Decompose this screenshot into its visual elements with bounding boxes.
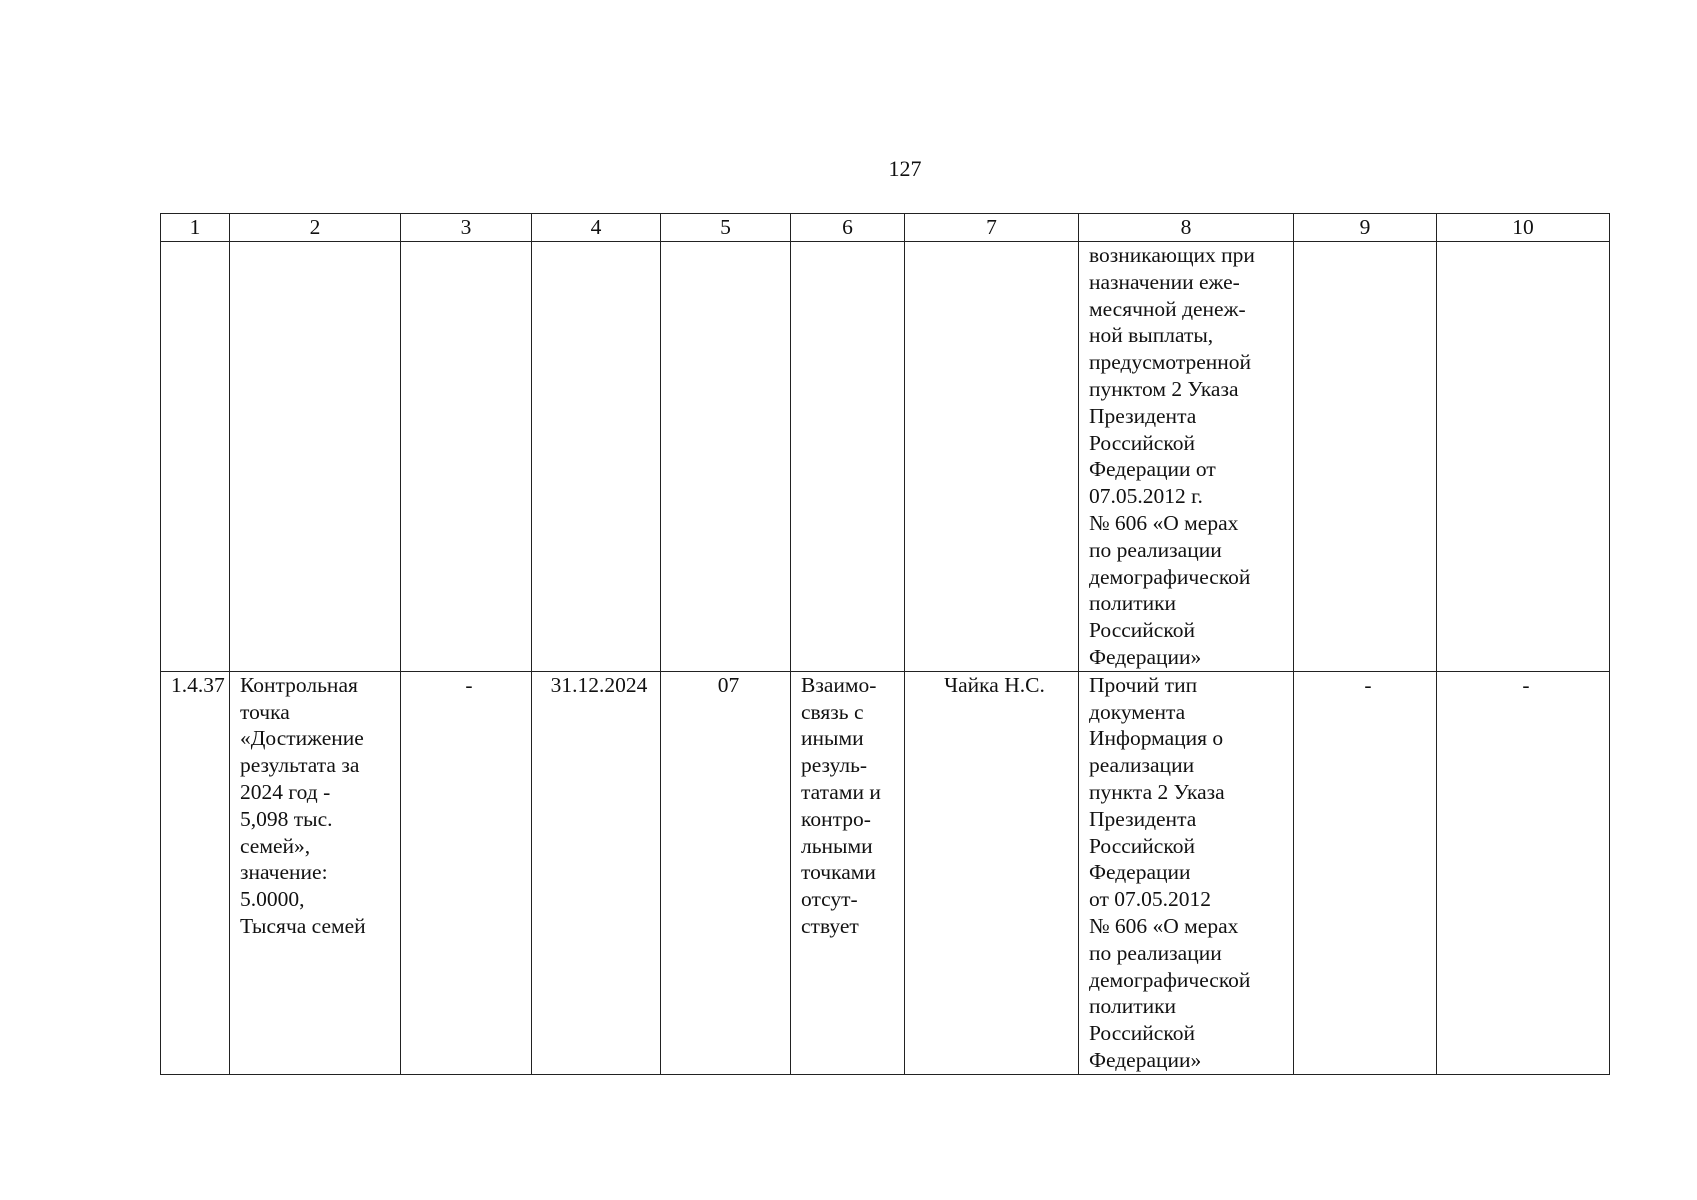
cell-start-date [401, 242, 532, 672]
column-header-10: 10 [1437, 214, 1610, 242]
cell-code: 07 [661, 671, 791, 1074]
cell-start-date: - [401, 671, 532, 1074]
cell-name: Контрольная точка «Достижение результата за 2024 год - 5,098 тыс. семей», значение: 5.0000, Тысяча семей [230, 671, 401, 1074]
header-row [161, 214, 1610, 242]
column-header-5: 5 [661, 214, 791, 242]
plan-table [160, 213, 1610, 1075]
table-row-1-4-37 [161, 671, 1610, 1074]
cell-document: Прочий тип документа Информация о реализации пункта 2 Указа Президента Российской Федерации от 07.05.2012 № 606 «О мерах по реализации демографической политики Российской Федерации» [1079, 671, 1294, 1074]
column-header-4: 4 [532, 214, 661, 242]
column-header-9: 9 [1294, 214, 1437, 242]
column-header-3: 3 [401, 214, 532, 242]
cell-relation: Взаимо- связь с иными резуль- татами и контро- льными точками отсут- ствует [791, 671, 905, 1074]
cell-responsible [905, 242, 1079, 672]
cell-end-date [532, 242, 661, 672]
cell-document: возникающих при назначении еже- месячной денеж- ной выплаты, предусмотренной пунктом 2 Указа Президента Российской Федерации от 07.05.2012 г. № 606 «О мерах по реализации демографической политики Российской Федерации» [1079, 242, 1294, 672]
cell-col9: - [1294, 671, 1437, 1074]
column-header-6: 6 [791, 214, 905, 242]
cell-number: 1.4.37 [161, 671, 230, 1074]
cell-col9 [1294, 242, 1437, 672]
cell-number [161, 242, 230, 672]
cell-col10: - [1437, 671, 1610, 1074]
cell-code [661, 242, 791, 672]
cell-responsible: Чайка Н.С. [905, 671, 1079, 1074]
cell-end-date: 31.12.2024 [532, 671, 661, 1074]
cell-name [230, 242, 401, 672]
column-header-7: 7 [905, 214, 1079, 242]
table-row-continuation [161, 242, 1610, 672]
column-header-8: 8 [1079, 214, 1294, 242]
cell-relation [791, 242, 905, 672]
page-number: 127 [888, 156, 922, 181]
cell-col10 [1437, 242, 1610, 672]
column-header-2: 2 [230, 214, 401, 242]
column-header-1: 1 [161, 214, 230, 242]
